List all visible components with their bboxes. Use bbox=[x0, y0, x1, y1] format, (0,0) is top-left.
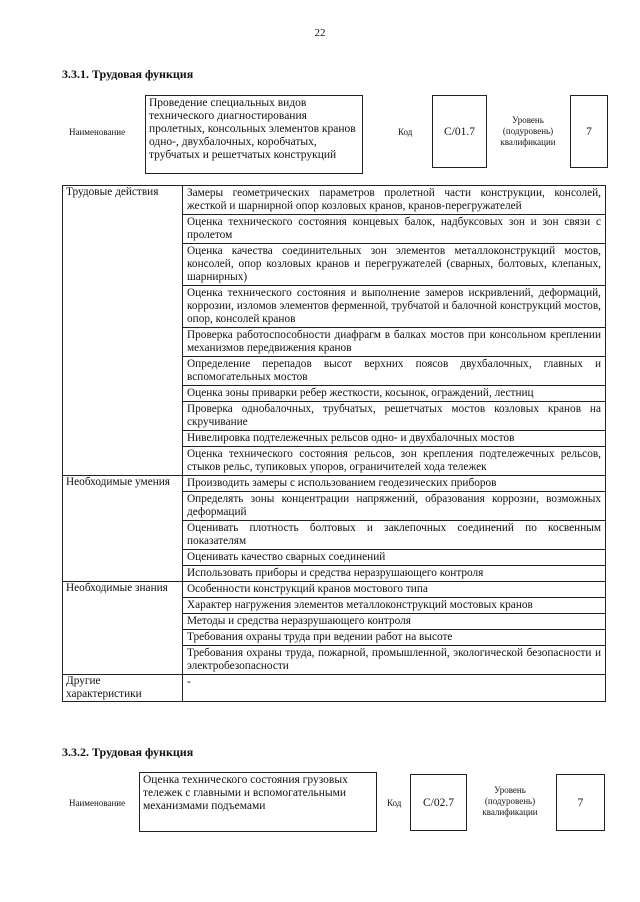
item-cell: Использовать приборы и средства неразрушающего контроля bbox=[183, 566, 606, 582]
item-cell: Определение перепадов высот верхних поясов двухбалочных, главных и вспомогательных мостов bbox=[183, 357, 606, 386]
level-label: Уровень (подуровень) квалификации bbox=[500, 115, 556, 147]
item-cell: Производить замеры с использованием геодезических приборов bbox=[183, 476, 606, 492]
item-cell: Оценка технического состояния концевых балок, надбуксовых зон и зон связи с пролетом bbox=[183, 215, 606, 244]
section-title: 3.3.1. Трудовая функция bbox=[62, 67, 194, 81]
item-cell: Оценка технического состояния рельсов, зон крепления подтележечных рельсов, стыков рельс, тупиковых упоров, ограничителей хода тележек bbox=[183, 447, 606, 476]
table-row bbox=[63, 186, 606, 215]
page-number: 22 bbox=[314, 27, 326, 39]
item-cell: Нивелировка подтележечных рельсов одно- и двухбалочных мостов bbox=[183, 431, 606, 447]
category-cell: Необходимые умения bbox=[63, 476, 183, 582]
item-cell: Оценка зоны приварки ребер жесткости, косынок, ограждений, лестниц bbox=[183, 386, 606, 402]
name-label: Наименование bbox=[69, 798, 126, 808]
item-cell: Проверка однобалочных, трубчатых, решетчатых мостов козловых кранов на скручивание bbox=[183, 402, 606, 431]
level-label: Уровень (подуровень) квалификации bbox=[482, 785, 538, 817]
item-cell: - bbox=[183, 675, 606, 702]
code-label: Код bbox=[387, 798, 402, 808]
item-cell: Требования охраны труда при ведении работ на высоте bbox=[183, 630, 606, 646]
item-cell: Оценка качества соединительных зон элементов металлоконструкций мостов, консолей, опор козловых кранов и перегружателей (сварных, болтовых, клепаных, шарнирных) bbox=[183, 244, 606, 286]
labor-function-table bbox=[62, 185, 606, 702]
section-title: 3.3.2. Трудовая функция bbox=[62, 745, 194, 759]
table-row bbox=[63, 582, 606, 598]
item-cell: Замеры геометрических параметров пролетной части конструкции, консолей, жесткой и шарнирной опор козловых кранов, кранов-перегружателей bbox=[183, 186, 606, 215]
category-cell: Другие характеристики bbox=[63, 675, 183, 702]
item-cell: Характер нагружения элементов металлоконструкций мостовых кранов bbox=[183, 598, 606, 614]
item-cell: Оценивать плотность болтовых и заклепочных соединений по косвенным показателям bbox=[183, 521, 606, 550]
code-value-box: C/01.7 bbox=[432, 95, 487, 168]
item-cell: Требования охраны труда, пожарной, промышленной, экологической безопасности и электробезопасности bbox=[183, 646, 606, 675]
code-value-box: C/02.7 bbox=[410, 774, 467, 831]
category-cell: Трудовые действия bbox=[63, 186, 183, 476]
item-cell: Особенности конструкций кранов мостового типа bbox=[183, 582, 606, 598]
item-cell: Проверка работоспособности диафрагм в балках мостов при консольном креплении механизмов передвижения кранов bbox=[183, 328, 606, 357]
code-label: Код bbox=[398, 127, 413, 137]
item-cell: Методы и средства неразрушающего контроля bbox=[183, 614, 606, 630]
item-cell: Оценка технического состояния и выполнение замеров искривлений, деформаций, коррозии, изломов элементов ферменной, трубчатой и балочной конструкций мостов, опор, консолей кранов bbox=[183, 286, 606, 328]
category-cell: Необходимые знания bbox=[63, 582, 183, 675]
function-name-box: Проведение специальных видов технического диагностирования пролетных, консольных элементов кранов одно-, двухбалочных, коробчатых, трубчатых и решетчатых конструкций bbox=[145, 95, 363, 174]
name-label: Наименование bbox=[69, 127, 126, 137]
function-name-box: Оценка технического состояния грузовых тележек с главными и вспомогательными механизмами подъемами bbox=[139, 772, 377, 832]
level-value-box: 7 bbox=[570, 95, 608, 168]
table-row bbox=[63, 476, 606, 492]
level-value-box: 7 bbox=[556, 774, 605, 831]
table-row bbox=[63, 675, 606, 702]
item-cell: Оценивать качество сварных соединений bbox=[183, 550, 606, 566]
item-cell: Определять зоны концентрации напряжений, образования коррозии, возможных деформаций bbox=[183, 492, 606, 521]
